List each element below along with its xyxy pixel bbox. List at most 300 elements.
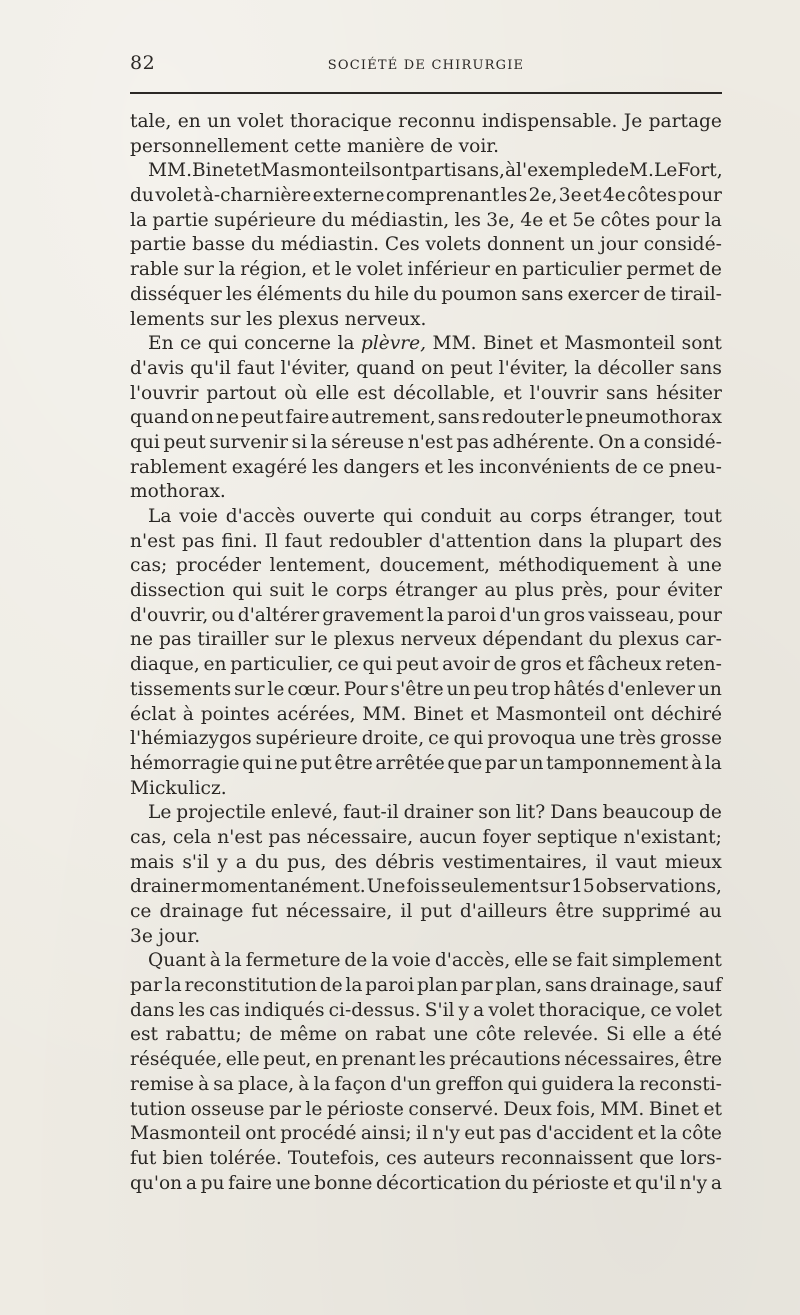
word: indispensable. xyxy=(481,111,618,132)
word: des xyxy=(689,530,722,552)
word: sans xyxy=(606,382,649,404)
word: considé- xyxy=(643,234,722,256)
word: la xyxy=(224,950,242,972)
word: voie xyxy=(179,506,218,527)
word: poumon xyxy=(441,283,518,305)
word: 15 xyxy=(571,876,595,898)
word: son xyxy=(478,802,511,824)
word: ci-dessus. xyxy=(328,999,421,1021)
word: guidera xyxy=(541,1073,615,1095)
word: des xyxy=(334,851,368,873)
word: précautions xyxy=(449,1049,561,1071)
word: de xyxy=(493,654,517,676)
word: nécessaire, xyxy=(285,901,393,922)
word: on xyxy=(190,407,215,429)
word: quand xyxy=(130,407,189,429)
word: gros xyxy=(520,654,562,676)
text-line xyxy=(130,554,722,579)
word: elle xyxy=(315,382,350,404)
word: gros xyxy=(543,604,586,626)
word: s'il xyxy=(182,851,209,873)
word: la xyxy=(371,950,389,972)
word: côte xyxy=(475,1024,516,1046)
text-line xyxy=(130,258,722,283)
word: voie xyxy=(392,950,431,972)
word: elle xyxy=(514,950,549,972)
word: put xyxy=(300,752,332,774)
word: cœur. xyxy=(287,678,341,700)
word: exagéré xyxy=(231,456,308,478)
word: conduit xyxy=(420,506,492,527)
word: volet xyxy=(356,259,403,281)
word: particulier, xyxy=(230,654,334,676)
word: on xyxy=(344,1024,368,1046)
word: sont xyxy=(681,333,722,355)
word: et xyxy=(503,382,522,404)
running-title: SOCIÉTÉ DE CHIRURGIE xyxy=(327,58,525,73)
word: pour xyxy=(677,604,722,626)
word: Masmonteil xyxy=(260,160,372,182)
word: plan, xyxy=(495,975,543,997)
word: même xyxy=(279,1024,337,1046)
text-line xyxy=(130,925,722,950)
word: pointes xyxy=(200,703,270,725)
word: qui xyxy=(242,752,273,774)
word: corps xyxy=(530,506,583,527)
word: en xyxy=(203,654,227,676)
word: n'existant; xyxy=(623,826,722,848)
text-line xyxy=(130,678,722,703)
word: à xyxy=(209,950,221,972)
text-line xyxy=(130,727,722,752)
word: ainsi; xyxy=(360,1123,412,1145)
word: vestimentaires, xyxy=(442,851,588,873)
word: greffon xyxy=(435,1073,504,1095)
word: ces xyxy=(385,1147,417,1169)
word: côte xyxy=(681,1123,722,1145)
text-line xyxy=(130,900,722,925)
word: rablement xyxy=(130,456,227,478)
word: très xyxy=(618,728,656,750)
word: nécessaires, xyxy=(564,1049,681,1071)
word: Dans xyxy=(550,802,598,824)
word: plèvre, xyxy=(360,333,427,355)
word: cas, xyxy=(130,826,167,848)
word: qu'il xyxy=(634,1172,676,1194)
word: autrement, xyxy=(331,407,436,429)
word: été xyxy=(692,1024,722,1046)
word: observations, xyxy=(595,876,722,898)
word: le xyxy=(305,1098,323,1120)
word: méthodiquement xyxy=(498,555,659,577)
word: il xyxy=(595,851,608,873)
word: hâtés xyxy=(553,678,605,700)
word: les xyxy=(246,308,273,330)
word: par xyxy=(268,1098,301,1120)
word: Binet xyxy=(648,1098,699,1120)
word: personnellement xyxy=(130,135,289,157)
word: un xyxy=(570,234,595,256)
word: la xyxy=(337,333,355,355)
word: dangers xyxy=(343,456,420,478)
word: sa xyxy=(213,1073,234,1095)
text-line xyxy=(130,999,722,1024)
word: 2e, xyxy=(528,185,558,207)
word: Mickulicz. xyxy=(130,777,227,799)
word: faire xyxy=(228,1172,272,1194)
word: d'un xyxy=(390,1073,432,1095)
word: et xyxy=(582,185,602,207)
text-line xyxy=(130,480,722,505)
text-line xyxy=(130,1048,722,1073)
word: La xyxy=(148,506,172,527)
word: faut xyxy=(237,357,275,379)
text-line xyxy=(130,1122,722,1147)
word: fois, xyxy=(556,1098,596,1120)
word: Une xyxy=(366,876,406,898)
word: qui xyxy=(382,506,413,527)
word: à xyxy=(298,1073,310,1095)
word: sur xyxy=(539,876,571,898)
word: séreuse xyxy=(331,431,405,453)
word: provoqua xyxy=(487,728,577,750)
word: 3e xyxy=(558,185,582,207)
word: les xyxy=(500,185,528,207)
word: l'éviter, xyxy=(498,357,569,379)
word: plus xyxy=(514,580,555,602)
word: ce xyxy=(642,456,664,478)
word: ont xyxy=(613,703,644,725)
word: la xyxy=(618,1073,636,1095)
word: le xyxy=(334,259,352,281)
word: partout xyxy=(206,382,277,404)
word: le xyxy=(566,407,584,429)
header-rule xyxy=(130,92,722,94)
word: momentanément. xyxy=(200,876,366,898)
word: sur xyxy=(210,308,241,330)
word: du xyxy=(250,234,275,256)
page-header xyxy=(130,52,722,76)
word: de xyxy=(319,975,343,997)
word: externe xyxy=(312,185,385,207)
text-line xyxy=(130,530,722,555)
word: volet xyxy=(675,999,722,1021)
word: diaque, xyxy=(130,654,200,676)
word: l'ouvrir xyxy=(130,382,199,404)
word: reconnu xyxy=(398,111,476,132)
word: n'est xyxy=(217,826,263,848)
word: la xyxy=(345,975,363,997)
word: d'accès xyxy=(225,506,296,527)
word: considé- xyxy=(643,431,722,453)
word: rabattu; xyxy=(165,1024,242,1046)
word: de xyxy=(344,950,368,972)
word: permet xyxy=(626,259,695,281)
word: doucement, xyxy=(379,555,491,577)
text-line xyxy=(130,135,722,160)
word: sont xyxy=(371,160,412,182)
word: ouverte xyxy=(303,506,376,527)
word: sans xyxy=(544,975,588,997)
word: pus, xyxy=(287,851,327,873)
word: y xyxy=(458,999,470,1021)
word: cas xyxy=(209,999,241,1021)
word: du xyxy=(413,283,438,305)
word: une xyxy=(580,728,615,750)
text-line xyxy=(130,110,722,135)
word: lit? xyxy=(515,802,546,824)
word: beaucoup xyxy=(602,802,695,824)
word: décoller xyxy=(597,357,674,379)
word: ou xyxy=(211,604,235,626)
word: peut xyxy=(241,407,284,429)
word: a xyxy=(629,431,641,453)
word: faut-il xyxy=(343,802,399,824)
word: pu xyxy=(200,1172,225,1194)
word: rabat xyxy=(375,1024,426,1046)
word: à xyxy=(504,160,517,182)
text-line xyxy=(130,826,722,851)
word: aucun xyxy=(419,826,477,848)
word: car- xyxy=(685,629,722,651)
word: pas xyxy=(456,431,489,453)
word: partie xyxy=(130,234,187,256)
word: disséquer xyxy=(130,283,222,305)
word: la xyxy=(704,752,722,774)
word: qui xyxy=(130,431,160,453)
word: ce xyxy=(130,901,152,922)
word: tissements xyxy=(130,678,232,700)
word: fois xyxy=(406,876,440,898)
word: le xyxy=(310,629,328,651)
word: de xyxy=(698,259,722,281)
text-line xyxy=(130,801,722,826)
word: prenant xyxy=(341,1049,416,1071)
word: une xyxy=(433,1024,469,1046)
text-line xyxy=(130,752,722,777)
word: l'hémiazygos xyxy=(130,728,252,750)
word: manière xyxy=(347,135,425,157)
word: vaut xyxy=(615,851,657,873)
word: pneu- xyxy=(668,456,722,478)
word: procédé xyxy=(280,1123,357,1145)
word: les xyxy=(225,283,253,305)
word: être xyxy=(334,752,373,774)
word: qui xyxy=(453,728,484,750)
word: sauf xyxy=(682,975,722,997)
word: éclat xyxy=(130,703,176,725)
word: mieux xyxy=(664,851,722,873)
word: peut, xyxy=(263,1049,312,1071)
word: du xyxy=(346,283,371,305)
word: corps xyxy=(335,580,388,602)
text-line xyxy=(130,308,722,333)
word: qui xyxy=(362,654,393,676)
text-line xyxy=(130,1023,722,1048)
word: hémorragie xyxy=(130,752,240,774)
word: le xyxy=(267,678,285,700)
word: tout xyxy=(683,506,722,527)
word: n'y xyxy=(679,1172,708,1194)
word: réséquée, xyxy=(130,1049,223,1071)
word: relevée. xyxy=(523,1024,599,1046)
word: cas; xyxy=(130,555,168,577)
word: jour xyxy=(599,234,638,256)
word: de xyxy=(249,1024,273,1046)
text-line xyxy=(130,777,722,802)
word: de xyxy=(606,160,629,182)
word: jour. xyxy=(158,925,201,947)
word: éléments xyxy=(256,283,343,305)
word: une xyxy=(686,555,722,577)
body-text xyxy=(130,110,722,1196)
word: peut xyxy=(396,654,439,676)
word: pas xyxy=(158,629,192,651)
word: pas xyxy=(268,826,301,848)
word: trop xyxy=(511,678,551,700)
word: cette xyxy=(294,135,342,157)
word: simplement xyxy=(611,950,722,972)
text-line xyxy=(130,875,722,900)
word: auteurs xyxy=(423,1147,495,1169)
word: particulier xyxy=(522,259,622,281)
word: tolérée. xyxy=(209,1147,282,1169)
word: un xyxy=(697,678,722,700)
word: du xyxy=(255,851,279,873)
word: MM. xyxy=(432,333,477,355)
word: à xyxy=(667,555,679,577)
word: être xyxy=(555,901,594,922)
text-line xyxy=(130,159,722,184)
word: étranger xyxy=(394,580,478,602)
word: avoir xyxy=(442,654,490,676)
word: pneumothorax xyxy=(585,407,722,429)
word: redoubler xyxy=(328,530,422,552)
word: étranger, xyxy=(589,506,676,527)
text-line xyxy=(130,703,722,728)
word: la xyxy=(589,530,607,552)
text-line xyxy=(130,184,722,209)
word: drainage, xyxy=(589,975,680,997)
word: les xyxy=(311,456,339,478)
text-line xyxy=(130,357,722,382)
word: eut xyxy=(464,1123,495,1145)
word: Le xyxy=(653,160,678,182)
word: fut xyxy=(251,901,278,922)
word: sans xyxy=(521,283,564,305)
word: de xyxy=(643,283,667,305)
word: les xyxy=(419,1049,446,1071)
word: plan xyxy=(417,975,458,997)
word: tution xyxy=(130,1098,187,1120)
word: qu'on xyxy=(130,1172,183,1194)
word: plexus xyxy=(618,629,680,651)
word: lors- xyxy=(680,1147,722,1169)
word: pour xyxy=(615,580,660,602)
word: Je xyxy=(623,111,643,132)
word: septique xyxy=(536,826,618,848)
word: MM. xyxy=(148,160,192,182)
word: Il xyxy=(264,530,278,552)
word: et xyxy=(612,1172,632,1194)
word: pas xyxy=(181,530,215,552)
word: procéder xyxy=(175,555,262,577)
word: volet xyxy=(488,999,535,1021)
word: supprimé xyxy=(601,901,691,922)
word: lements xyxy=(130,308,205,330)
word: supérieure xyxy=(255,728,358,750)
word: inconvénients xyxy=(479,456,610,478)
word: inférieur xyxy=(407,259,490,281)
word: enlevé, xyxy=(270,802,339,824)
word: d'un xyxy=(499,604,541,626)
word: qui xyxy=(507,1073,538,1095)
word: suit xyxy=(269,580,305,602)
word: à xyxy=(198,1073,210,1095)
word: gravement xyxy=(322,604,424,626)
word: basse xyxy=(192,234,246,256)
word: 3e, xyxy=(486,209,516,231)
text-line xyxy=(130,1098,722,1123)
word: paroi xyxy=(447,604,497,626)
word: est xyxy=(357,382,386,404)
word: au xyxy=(698,901,722,922)
text-line xyxy=(130,406,722,431)
word: S'il xyxy=(424,999,455,1021)
word: décortication xyxy=(376,1172,501,1194)
word: Binet xyxy=(413,703,464,725)
word: n'y xyxy=(432,1123,460,1145)
word: 4e xyxy=(602,185,626,207)
text-line xyxy=(130,653,722,678)
word: sans xyxy=(679,357,722,379)
word: mothorax. xyxy=(130,481,226,503)
word: drainage xyxy=(159,901,244,922)
word: ont xyxy=(245,1123,276,1145)
word: sur xyxy=(183,259,214,281)
word: sur xyxy=(274,629,305,651)
word: tirail- xyxy=(670,283,722,305)
word: et xyxy=(565,654,584,676)
word: concerne xyxy=(244,333,331,355)
word: reconnaissent xyxy=(501,1147,634,1169)
word: On xyxy=(598,431,626,453)
word: fut xyxy=(130,1147,157,1169)
word: de xyxy=(430,135,454,157)
word: Toutefois, xyxy=(287,1147,380,1169)
word: la xyxy=(704,209,722,231)
word: ce xyxy=(428,728,450,750)
word: la xyxy=(130,209,148,231)
page-number: 82 xyxy=(130,52,156,74)
text-line xyxy=(130,1172,722,1197)
word: être xyxy=(683,1049,722,1071)
word: il xyxy=(416,1123,428,1145)
word: décollable, xyxy=(393,382,496,404)
word: nerveux xyxy=(400,629,477,651)
text-line xyxy=(130,949,722,974)
word: volets xyxy=(425,234,482,256)
word: drainer xyxy=(130,876,200,898)
word: Quant xyxy=(148,950,206,972)
word: voir. xyxy=(458,135,500,157)
text-line xyxy=(130,431,722,456)
word: reconsti- xyxy=(639,1073,722,1095)
word: plupart xyxy=(613,530,683,552)
word: du xyxy=(504,1172,529,1194)
word: et xyxy=(311,259,331,281)
word: périoste xyxy=(326,1098,404,1120)
